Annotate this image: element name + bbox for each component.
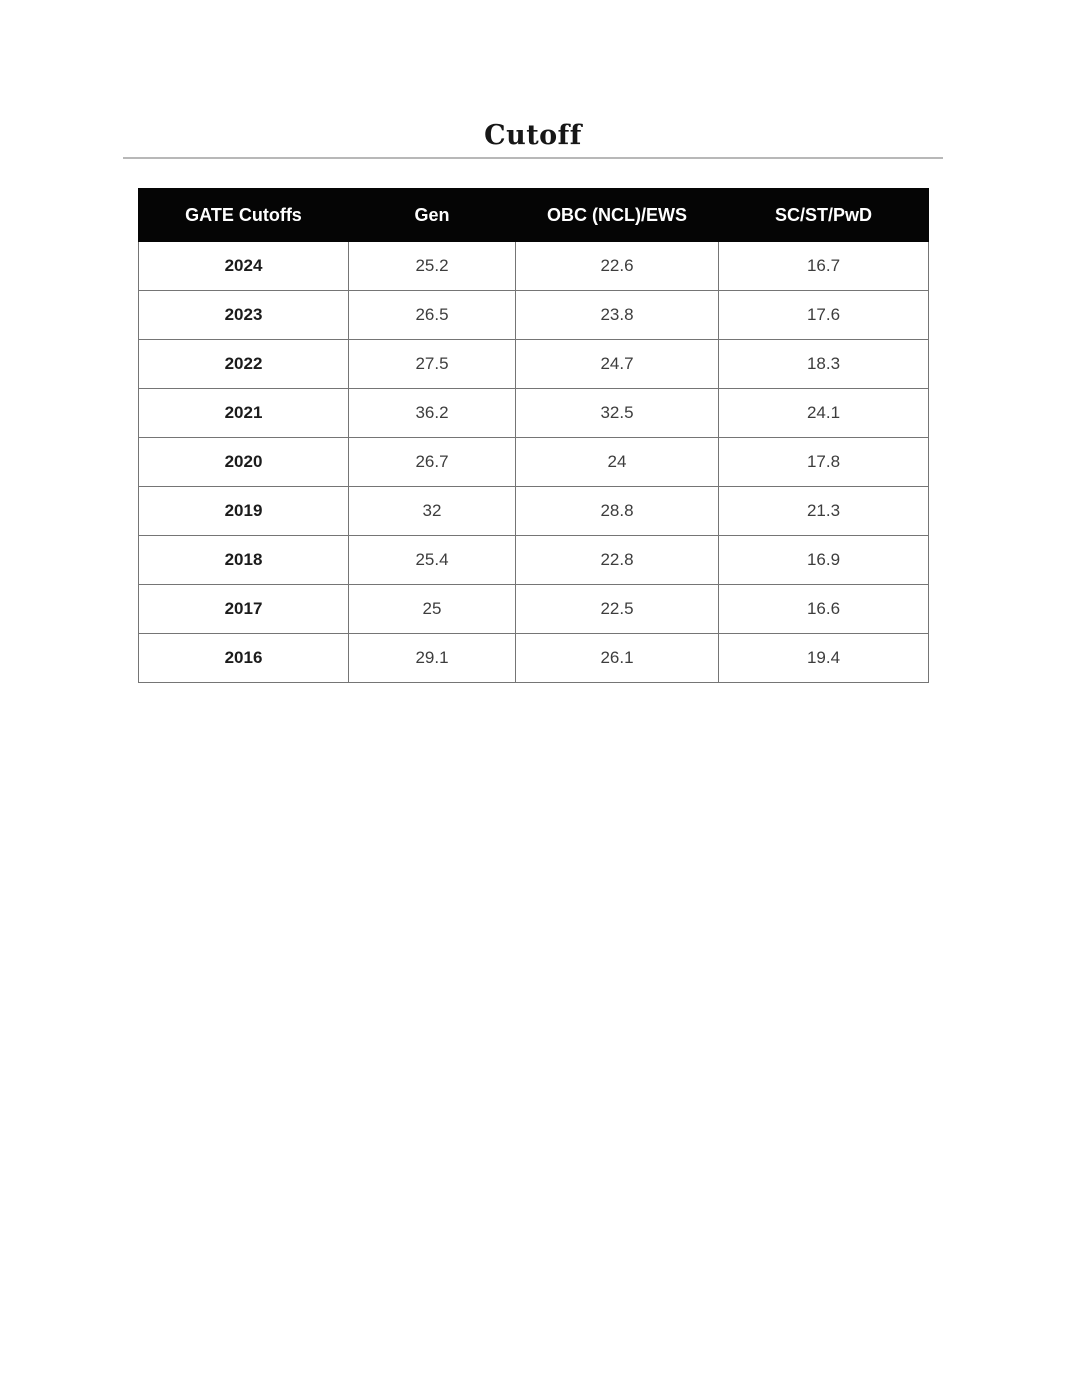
table-row [139, 389, 929, 438]
table-row [139, 585, 929, 634]
value-cell: 16.9 [719, 536, 929, 585]
table-row [139, 291, 929, 340]
value-cell: 22.5 [516, 585, 719, 634]
year-cell: 2020 [139, 438, 349, 487]
value-cell: 23.8 [516, 291, 719, 340]
year-cell: 2021 [139, 389, 349, 438]
table-row [139, 242, 929, 291]
value-cell: 24.1 [719, 389, 929, 438]
value-cell: 26.1 [516, 634, 719, 683]
value-cell: 29.1 [349, 634, 516, 683]
value-cell: 28.8 [516, 487, 719, 536]
value-cell: 24 [516, 438, 719, 487]
value-cell: 26.5 [349, 291, 516, 340]
year-cell: 2022 [139, 340, 349, 389]
value-cell: 25.4 [349, 536, 516, 585]
value-cell: 22.8 [516, 536, 719, 585]
value-cell: 26.7 [349, 438, 516, 487]
header-cell-gen: Gen [349, 189, 516, 242]
value-cell: 27.5 [349, 340, 516, 389]
header-cell-obc-ncl-ews: OBC (NCL)/EWS [516, 189, 719, 242]
title-divider [123, 157, 943, 159]
table-header-row [139, 189, 929, 242]
table-row [139, 487, 929, 536]
value-cell: 21.3 [719, 487, 929, 536]
header-cell-sc-st-pwd: SC/ST/PwD [719, 189, 929, 242]
value-cell: 16.7 [719, 242, 929, 291]
value-cell: 22.6 [516, 242, 719, 291]
value-cell: 25 [349, 585, 516, 634]
value-cell: 17.8 [719, 438, 929, 487]
table-row [139, 634, 929, 683]
table-row [139, 438, 929, 487]
cutoff-table-body [139, 242, 929, 683]
value-cell: 36.2 [349, 389, 516, 438]
value-cell: 19.4 [719, 634, 929, 683]
table-row [139, 536, 929, 585]
table-row [139, 340, 929, 389]
year-cell: 2018 [139, 536, 349, 585]
page-title: Cutoff [484, 120, 582, 151]
value-cell: 17.6 [719, 291, 929, 340]
header-cell-gate-cutoffs: GATE Cutoffs [139, 189, 349, 242]
value-cell: 32.5 [516, 389, 719, 438]
value-cell: 25.2 [349, 242, 516, 291]
year-cell: 2019 [139, 487, 349, 536]
value-cell: 24.7 [516, 340, 719, 389]
year-cell: 2024 [139, 242, 349, 291]
value-cell: 18.3 [719, 340, 929, 389]
year-cell: 2023 [139, 291, 349, 340]
year-cell: 2016 [139, 634, 349, 683]
cutoff-table [138, 188, 929, 683]
value-cell: 32 [349, 487, 516, 536]
value-cell: 16.6 [719, 585, 929, 634]
year-cell: 2017 [139, 585, 349, 634]
